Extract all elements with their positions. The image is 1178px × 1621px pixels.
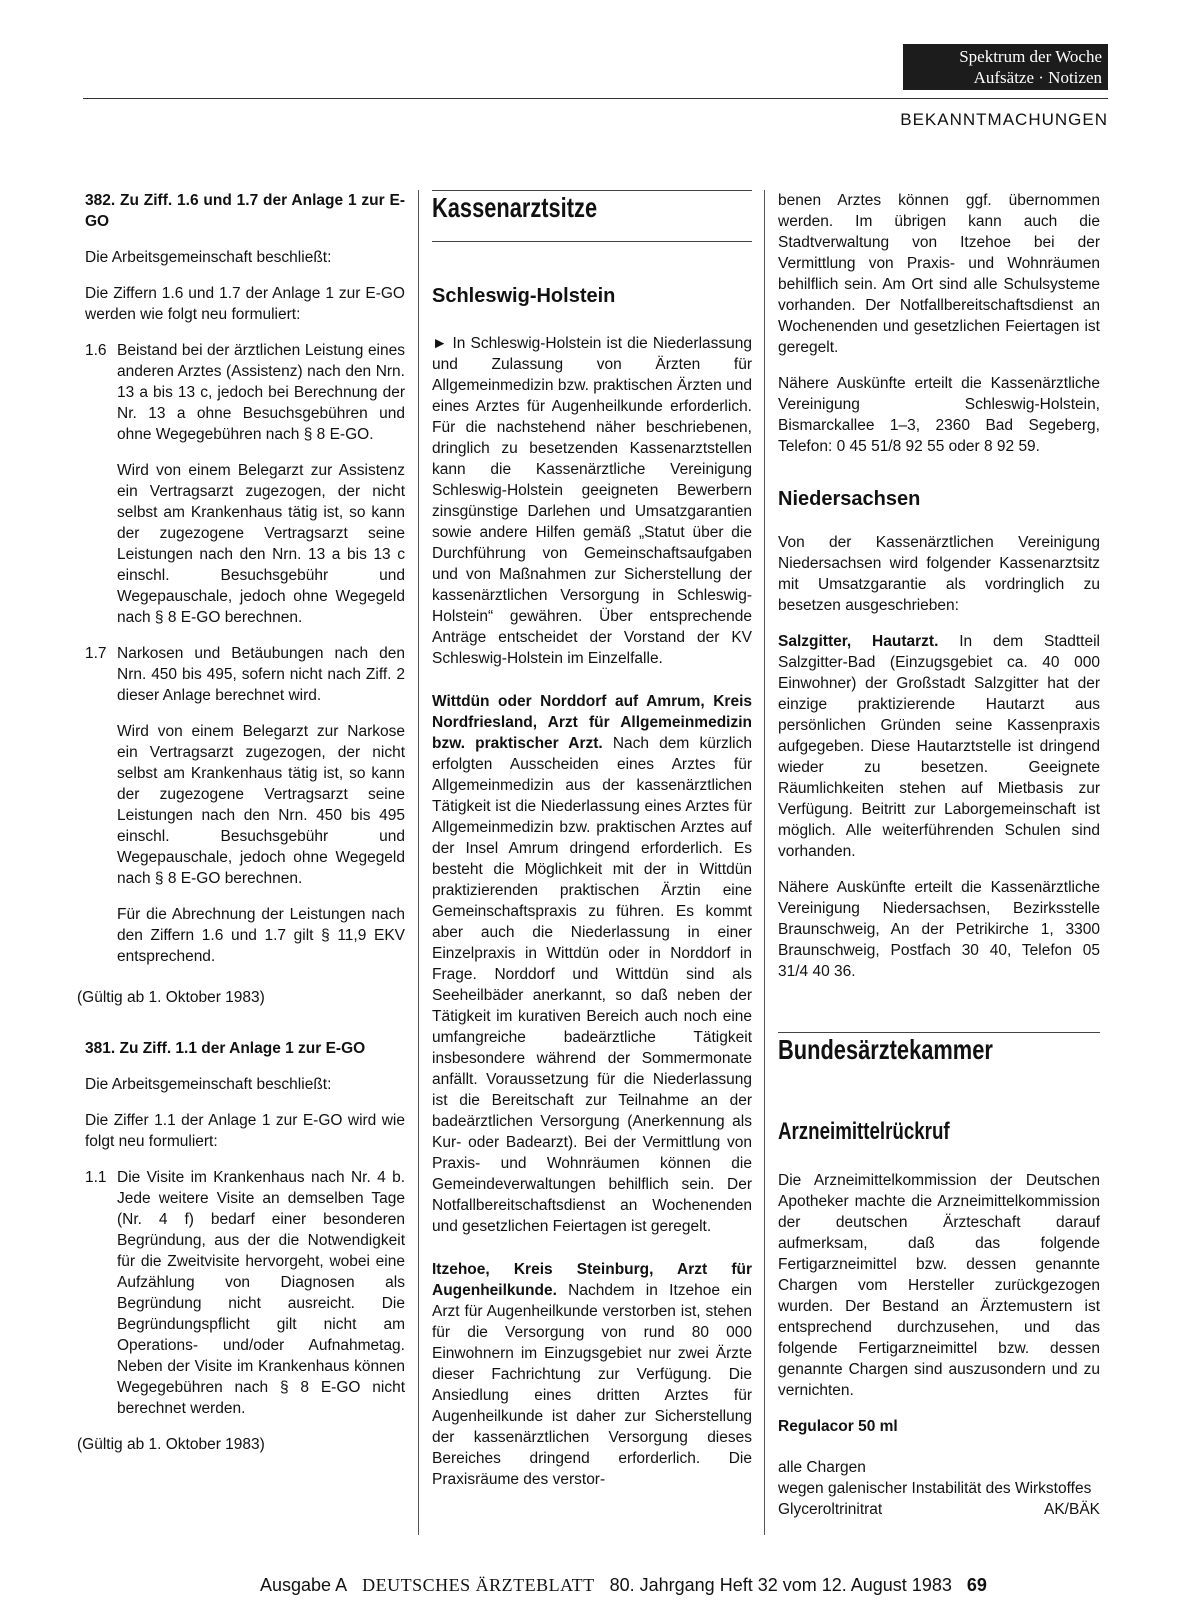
paragraph: Die Arzneimittelkommission der Deutschen Apotheker machte die Arzneimittelkommission der deutschen Ärzteschaft darauf aufmerksam, daß das folgende Fertigarzneimittel bzw. dessen genannte Chargen vom Hersteller zurückgezogen wurden. Der Bestand an Ärztemustern ist entsprechend durchzusehen, und das folgende Fertigarzneimittel bzw. dessen genannte Chargen sind auszusondern und zu vernichten. (778, 1172, 1100, 1399)
paragraph: Die Arbeitsgemeinschaft beschließt: (85, 249, 332, 266)
item-number: 1.1 (85, 1169, 107, 1186)
region-title: Niedersachsen (778, 488, 921, 510)
section-label: BEKANNTMACHUNGEN (900, 110, 1108, 129)
listing-wittdun (432, 691, 752, 1237)
listing-salzgitter (778, 631, 1100, 862)
item-text: Beistand bei der ärztlichen Leistung eines anderen Arztes (Assistenz) nach den Nrn. 13 a bis 13 c, jedoch bei Berechnung der Nr. 13 a ohne Besuchsgebühren und ohne Wegegebühren nach § 8 E-GO. (117, 342, 405, 443)
signature: AK/BÄK (1044, 1501, 1100, 1518)
region-title: Schleswig-Holstein (432, 285, 616, 307)
list-item (85, 340, 405, 445)
intro-paragraph: ► In Schleswig-Holstein ist die Niederlassung und Zulassung von Ärzten für Allgemeinmedizin bzw. praktischen Ärzten und eines Arztes für Augenheilkunde erforderlich. Für die nachstehend näher beschriebenen, dringlich zu besetzenden Kassenarztstellen kann die Kassenärztliche Vereinigung Schleswig-Holstein geeigneten Bewerbern zinsgünstige Darlehen und Umsatzgarantien sowie andere Hilfen gemäß „Statut über die Durchführung von Gemeinschaftsaufgaben und von Maßnahmen zur Sicherstellung der kassenärztlichen Versorgung in Schleswig-Holstein“ gewähren. Über entsprechende Anträge entscheidet der Vorstand der KV Schleswig-Holstein im Einzelfalle. (432, 335, 752, 667)
column-1 (77, 190, 405, 1470)
edition: Ausgabe A (260, 1575, 348, 1595)
contact-paragraph: Nähere Auskünfte erteilt die Kassenärztliche Vereinigung Niedersachsen, Bezirksstelle Braunschweig, An der Petrikirche 1, 3300 Braunschweig, Postfach 30 40, Telefon 05 31/4 40 36. (778, 879, 1100, 980)
listing-lead: Salzgitter, Hautarzt. (778, 633, 939, 650)
column-divider (418, 190, 419, 1535)
item-text: Narkosen und Betäubungen nach den Nrn. 450 bis 495, sofern nicht nach Ziff. 2 dieser Anlage berechnet wird. (117, 645, 405, 704)
badge-line-2: Aufsätze · Notizen (973, 68, 1102, 87)
listing-lead: Itzehoe, Kreis Steinburg, Arzt für Augenheilkunde. (432, 1261, 752, 1299)
paragraph: Für die Abrechnung der Leistungen nach den Ziffern 1.6 und 1.7 gilt § 11,9 EKV entsprechend. (117, 906, 405, 965)
paragraph: Die Ziffern 1.6 und 1.7 der Anlage 1 zur E-GO werden wie folgt neu formuliert: (85, 285, 405, 323)
listing-itzehoe (432, 1259, 752, 1490)
section-title-kassenarztsitze: Kassenarztsitze (432, 192, 598, 223)
section-title-bundesaerztekammer: Bundesärztekammer (778, 1034, 993, 1065)
paragraph: benen Arztes können ggf. übernommen werden. Im übrigen kann auch die Stadtverwaltung von Itzehoe bei der Vermittlung von Praxis- und Wohnräumen behilflich sein. Am Ort sind alle Schulsysteme vorhanden. Der Notfallbereitschaftsdienst an Wochenenden und gesetzlichen Feiertagen ist geregelt. (778, 192, 1100, 356)
listing-text: In dem Stadtteil Salzgitter-Bad (Einzugsgebiet ca. 40 000 Einwohner) der Großstadt Salzgitter hat der einzige praktizierende Hautarzt aus persönlichen Gründen seine Kassenpraxis aufgegeben. Diese Hautarztstelle ist dringend wieder zu besetzen. Geeignete Räumlichkeiten stehen auf Mietbasis zur Verfügung. Beitritt zur Laborgemeinschaft ist möglich. Alle weiterführenden Schulen sind vorhanden. (778, 633, 1100, 860)
paragraph: Die Ziffer 1.1 der Anlage 1 zur E-GO wird wie folgt neu formuliert: (85, 1112, 405, 1150)
item-number: 1.6 (85, 342, 107, 359)
contact-paragraph: Nähere Auskünfte erteilt die Kassenärztliche Vereinigung Schleswig-Holstein, Bismarckallee 1–3, 2360 Bad Segeberg, Telefon: 0 45 51/8 92 55 oder 8 92 59. (778, 375, 1100, 455)
column-divider (764, 190, 765, 1535)
validity-note: (Gültig ab 1. Oktober 1983) (77, 1436, 265, 1453)
paragraph: Die Arbeitsgemeinschaft beschließt: (85, 1076, 332, 1093)
drug-batches: alle Chargen (778, 1459, 866, 1476)
list-item (85, 1167, 405, 1419)
resolution-382-title: 382. Zu Ziff. 1.6 und 1.7 der Anlage 1 zur E-GO (85, 192, 405, 230)
listing-text: Nach dem kürzlich erfolgten Ausscheiden eines Arztes für Allgemeinmedizin aus der kassenärztlichen Tätigkeit ist die Niederlassung eines Arztes für Allgemeinmedizin bzw. praktischen Arztes auf der Insel Amrum dringend erforderlich. Es besteht die Möglichkeit mit der in Wittdün praktizierenden praktischen Ärztin eine Gemeinschaftspraxis zu führen. Es kommt aber auch die Niederlassung in einer Einzelpraxis in Wittdün oder in Norddorf in Frage. Norddorf und Wittdün sind als Seeheilbäder anerkannt, so daß neben der Tätigkeit im kurativen Bereich auch noch eine umfangreiche badeärztliche Tätigkeit insbesondere während der Sommermonate anfällt. Voraussetzung für die Niederlassung ist die Bereitschaft zur Teilnahme an der badeärztlichen Versorgung (Anerkennung als Kur- oder Badearzt). Bei der Vermittlung von Praxis- und Wohnräumen können die Gemeindeverwaltungen behilflich sein. Der Notfallbereitschaftsdienst an Wochenenden und gesetzlichen Feiertagen ist geregelt. (432, 735, 752, 1235)
section-badge (903, 44, 1108, 90)
page-number: 69 (966, 1575, 987, 1595)
journal-name: DEUTSCHES ÄRZTEBLATT (362, 1575, 595, 1595)
resolution-381-title: 381. Zu Ziff. 1.1 der Anlage 1 zur E-GO (85, 1040, 366, 1057)
recall-title: Arzneimittelrückruf (778, 1118, 950, 1145)
badge-line-1: Spektrum der Woche (959, 47, 1102, 66)
list-item (85, 643, 405, 706)
listing-lead: Wittdün oder Norddorf auf Amrum, Kreis Nordfriesland, Arzt für Allgemeinmedizin bzw. praktischer Arzt. (432, 693, 752, 752)
item-text: Die Visite im Krankenhaus nach Nr. 4 b. Jede weitere Visite an demselben Tage (Nr. 4 f) bedarf einer besonderen Begründung, aus der die Notwendigkeit für die Zweitvisite hervorgeht, wobei eine Aufzählung von Diagnosen als Begründung nicht ausreicht. Die Begründungspflicht gilt nicht am Operations- und/oder Aufnahmetag. Neben der Visite im Krankenhaus können Wegegebühren nach § 8 E-GO nicht berechnet werden. (117, 1169, 405, 1417)
listing-text: Nachdem in Itzehoe ein Arzt für Augenheilkunde verstorben ist, stehen für die Versorgung von rund 80 000 Einwohnern im Einzugsgebiet nur zwei Ärzte dieser Fachrichtung zur Verfügung. Die Ansiedlung eines dritten Arztes für Augenheilkunde ist daher zur Sicherstellung der kassenärztlichen Versorgung dieses Bereiches dringend erforderlich. Die Praxisräume des verstor- (432, 1282, 752, 1488)
drug-name: Regulacor 50 ml (778, 1418, 898, 1435)
issue-info: 80. Jahrgang Heft 32 vom 12. August 1983 (609, 1575, 952, 1595)
paragraph: Wird von einem Belegarzt zur Narkose ein Vertragsarzt zugezogen, der nicht selbst am Krankenhaus tätig ist, so kann der zugezogene Vertragsarzt seine Leistungen nach den Nrn. 450 bis 495 einschl. Besuchsgebühr und Wegepauschale, jedoch ohne Wegegeld nach § 8 E-GO berechnen. (117, 723, 405, 887)
item-number: 1.7 (85, 645, 107, 662)
validity-note: (Gültig ab 1. Oktober 1983) (77, 989, 265, 1006)
header-rule (83, 98, 1108, 99)
column-2 (432, 190, 752, 1505)
drug-reason: wegen galenischer Instabilität des Wirkstoffes Glyceroltrinitrat (778, 1480, 1092, 1518)
paragraph: Von der Kassenärztlichen Vereinigung Niedersachsen wird folgender Kassenarztsitz mit Umsatzgarantie als vordringlich zu besetzen ausgeschrieben: (778, 534, 1100, 614)
page-footer (260, 1575, 987, 1596)
heading-rule (432, 241, 752, 242)
column-3 (778, 190, 1100, 1520)
paragraph: Wird von einem Belegarzt zur Assistenz ein Vertragsarzt zugezogen, der nicht selbst am Krankenhaus tätig ist, so kann der zugezogene Vertragsarzt seine Leistungen nach den Nrn. 13 a bis 13 c einschl. Besuchsgebühr und Wegepauschale, jedoch ohne Wegegeld nach § 8 E-GO berechnen. (117, 462, 405, 626)
